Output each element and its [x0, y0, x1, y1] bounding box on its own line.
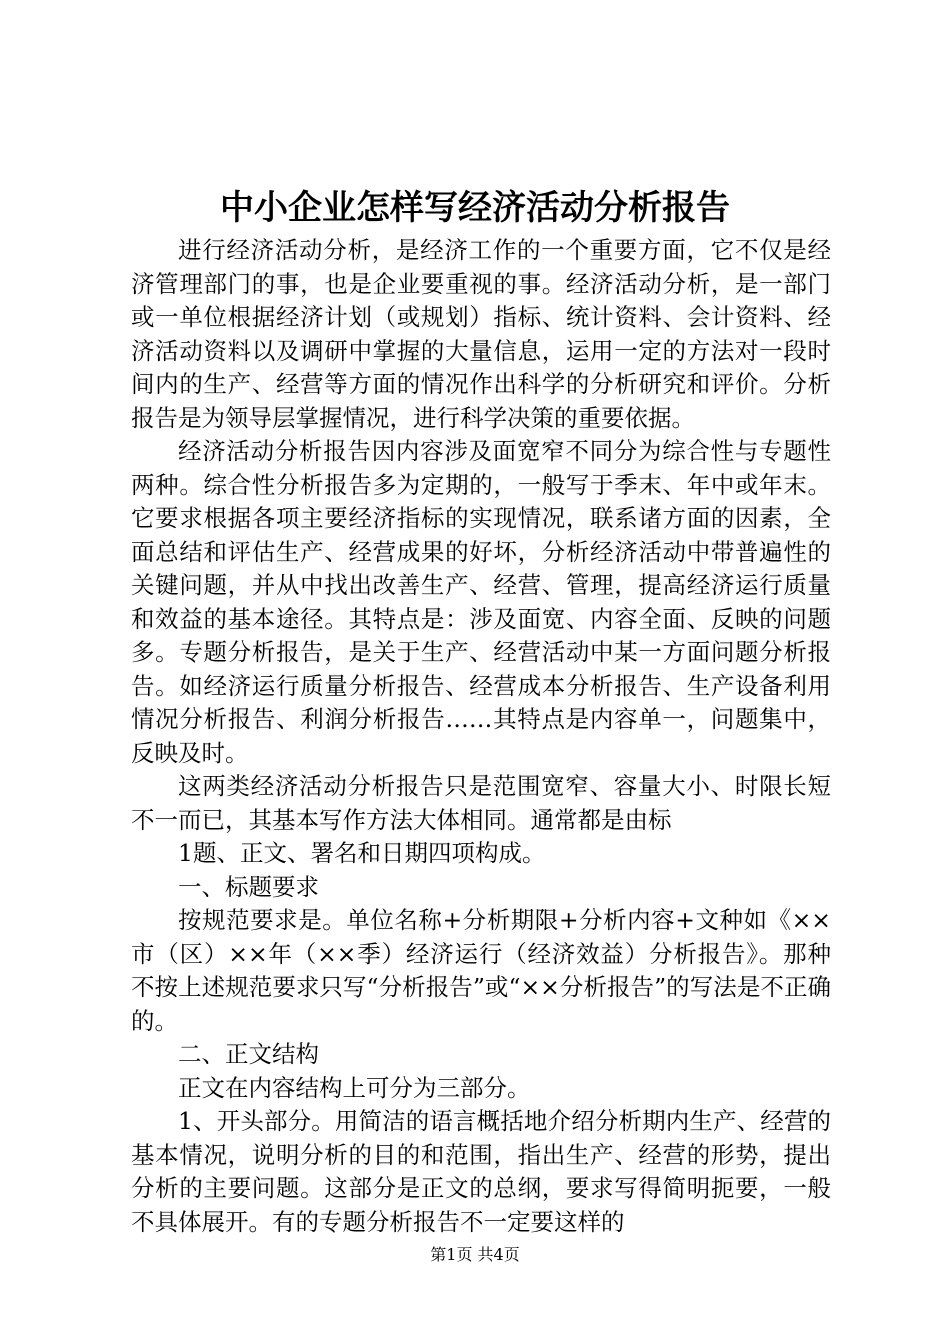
- paragraph-intro: 进行经济活动分析，是经济工作的一个重要方面，它不仅是经济管理部门的事，也是企业要重视的事。经济活动分析，是一部门或一单位根据经济计划（或规划）指标、统计资料、会计资料、经济活动资料以及调研中掌握的大量信息，运用一定的方法对一段时间内的生产、经营等方面的情况作出科学的分析研究和评价。分析报告是为领导层掌握情况，进行科学决策的重要依据。: [131, 236, 831, 432]
- paragraph-four-parts: 1题、正文、署名和日期四项构成。: [178, 839, 546, 867]
- paragraph-three-parts: 正文在内容结构上可分为三部分。: [178, 1073, 531, 1102]
- paragraph-title-format: 按规范要求是。单位名称+分析期限+分析内容+文种如《××市（区）××年（××季）经济运行（经济效益）分析报告》。那种不按上述规范要求只写“分析报告”或“××分析报告”的写法是不正确的。: [131, 906, 831, 1035]
- section-heading-title-requirements: 一、标题要求: [178, 872, 319, 901]
- page-footer: 第1页 共4页: [430, 1245, 520, 1264]
- paragraph-opening-part: 1、开头部分。用简洁的语言概括地介绍分析期内生产、经营的基本情况，说明分析的目的和范围，指出生产、经营的形势，提出分析的主要问题。这部分是正文的总纲，要求写得简明扼要，一般不具体展开。有的专题分析报告不一定要这样的: [131, 1107, 831, 1236]
- section-heading-body-structure: 二、正文结构: [178, 1040, 319, 1068]
- paragraph-common-method: 这两类经济活动分析报告只是范围宽窄、容量大小、时限长短不一而已，其基本写作方法大体相同。通常都是由标: [131, 772, 831, 834]
- document-title: 中小企业怎样写经济活动分析报告: [220, 188, 730, 228]
- document-body: [131, 234, 831, 1239]
- paragraph-report-types: 经济活动分析报告因内容涉及面宽窄不同分为综合性与专题性两种。综合性分析报告多为定期的，一般写于季末、年中或年末。它要求根据各项主要经济指标的实现情况，联系诸方面的因素，全面总结和评估生产、经营成果的好坏，分析经济活动中带普遍性的关键问题，并从中找出改善生产、经营、管理，提高经济运行质量和效益的基本途径。其特点是：涉及面宽、内容全面、反映的问题多。专题分析报告，是关于生产、经营活动中某一方面问题分析报告。如经济运行质量分析报告、经营成本分析报告、生产设备利用情况分析报告、利润分析报告……其特点是内容单一，问题集中，反映及时。: [131, 437, 831, 767]
